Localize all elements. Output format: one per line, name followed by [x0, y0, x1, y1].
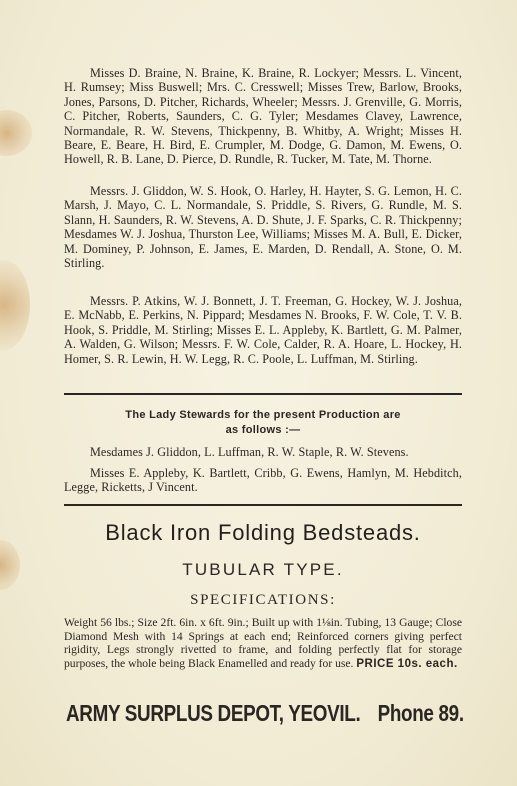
lady-stewards-heading [64, 408, 462, 438]
advert-body [64, 616, 462, 671]
advert-specs-text: Weight 56 lbs.; Size 2ft. 6in. x 6ft. 9in.; Built up with 1⅛in. Tubing, 13 Gauge; Close Diamond Mesh with 14 Springs at each end; Reinforced corners giving perfect rigidity, Legs strongly rivetted to frame, and folding perfectly flat for storage purposes, the whole being Black Enamelled and ready for use. [64, 616, 462, 670]
lady-stewards-heading-line1: The Lady Stewards for the present Production are [125, 409, 401, 421]
advert-depot: ARMY SURPLUS DEPOT, YEOVIL. [66, 700, 361, 726]
stewards-list-1: Misses D. Braine, N. Braine, K. Braine, R. Lockyer; Messrs. L. Vincent, H. Rumsey; Miss Buswell; Mrs. C. Cresswell; Misses Trew, Barlow, Brooks, Jones, Parsons, D. Pitcher, Richards, Wheeler; Messrs. J. Grenville, G. Morris, C. Pitcher, Roberts, Saunders, C. G. Tyler; Mesdames Clavey, Lawrence, Normandale, R. W. Stevens, Thickpenny, B. Whitby, A. Wright; Misses H. Beare, E. Beare, H. Bird, E. Crumpler, M. Dodge, G. Damon, M. Ewens, O. Howell, R. B. Lane, D. Pierce, D. Rundle, R. Tucker, M. Tate, M. Thorne. [64, 66, 462, 167]
advert-subtitle: TUBULAR TYPE. [182, 560, 344, 579]
advert-footer [66, 700, 464, 727]
advert-specs-heading: SPECIFICATIONS: [190, 592, 336, 608]
lady-stewards-misses: Misses E. Appleby, K. Bartlett, Cribb, G. Ewens, Hamlyn, M. Hebditch, Legge, Ricketts, J Vincent. [64, 466, 462, 495]
foxing-stain [0, 260, 30, 350]
foxing-stain [0, 110, 32, 156]
foxing-stain [0, 540, 20, 590]
advert-phone: Phone 89. [377, 700, 464, 726]
lady-stewards-heading-line2: as follows :— [225, 424, 301, 436]
advert-title: Black Iron Folding Bedsteads. [105, 520, 421, 545]
advert-price: PRICE 10s. each. [356, 657, 458, 670]
divider-rule [64, 393, 462, 395]
divider-rule [64, 504, 462, 506]
stewards-list-3: Messrs. P. Atkins, W. J. Bonnett, J. T. Freeman, G. Hockey, W. J. Joshua, E. McNabb, E. Perkins, N. Pippard; Mesdames N. Brooks, F. W. Cole, T. V. B. Hook, S. Priddle, M. Stirling; Misses E. L. Appleby, K. Bartlett, G. M. Palmer, A. Walden, G. Wilson; Messrs. F. W. Cole, Calder, R. A. Hoare, L. Hockey, H. Homer, S. R. Lewin, H. W. Legg, R. C. Poole, L. Luffman, M. Stirling. [64, 294, 462, 366]
stewards-list-2: Messrs. J. Gliddon, W. S. Hook, O. Harley, H. Hayter, S. G. Lemon, H. C. Marsh, J. Mayo, C. L. Normandale, S. Priddle, S. Rivers, G. Rundle, M. S. Slann, H. Saunders, R. W. Stevens, A. D. Shute, J. F. Sparks, C. R. Thickpenny; Mesdames W. J. Joshua, Thurston Lee, Williams; Misses M. A. Bull, E. Dicker, M. Dominey, P. Johnson, E. James, E. Marden, D. Rendall, A. Stone, O. M. Stirling. [64, 184, 462, 271]
lady-stewards-mesdames: Mesdames J. Gliddon, L. Luffman, R. W. Staple, R. W. Stevens. [90, 445, 409, 459]
